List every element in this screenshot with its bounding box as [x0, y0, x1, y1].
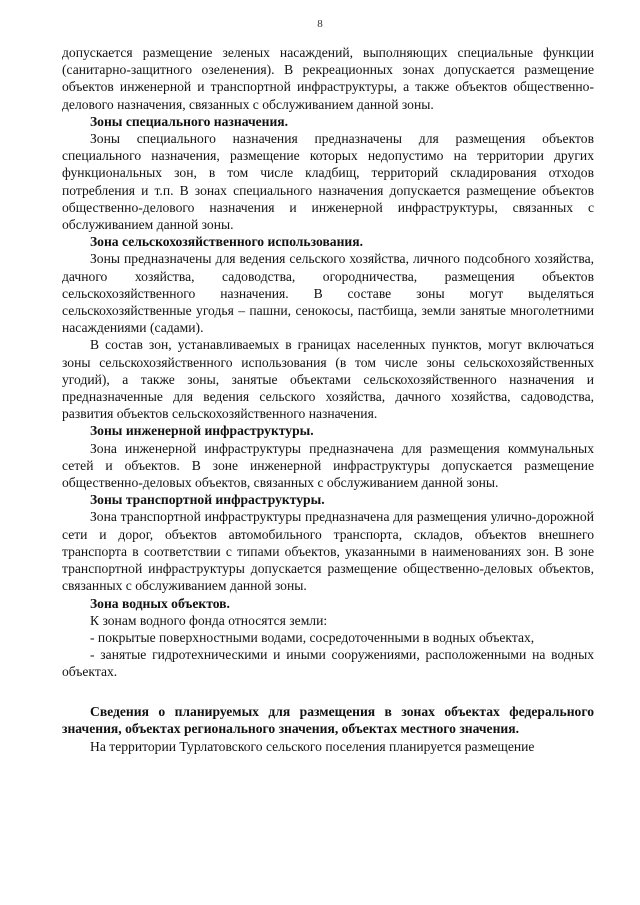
paragraph-agricultural-zone-settlements: В состав зон, устанавливаемых в границах населенных пунктов, могут включаться зоны сельскохозяйственного использования (в том числе зоны сельскохозяйственных угодий), а также зоны, занятые объектами сельскохозяйственного назначения и предназначенные для ведения сельского хозяйства, дачного хозяйства, садоводства, развития объектов сельскохозяйственного назначения. [62, 337, 594, 422]
heading-special-purpose-zones: Зоны специального назначения. [90, 113, 289, 129]
list-item: - покрытые поверхностными водами, сосредоточенными в водных объектах, [90, 629, 535, 645]
paragraph-special-purpose-zones: Зоны специального назначения предназначены для размещения объектов специального назначения, размещение которых недопустимо на территории других функциональных зон, в том числе кладбищ, территорий складирования отходов потребления и т.п. В зонах специального назначения допускается размещение объектов общественно-делового назначения и инженерной инфраструктуры, связанных с обслуживанием данной зоны. [62, 131, 594, 233]
paragraph-transport-infrastructure: Зона транспортной инфраструктуры предназначена для размещения улично-дорожной сети и дорог, объектов автомобильного транспорта, складов, объектов внешнего транспорта в соответствии с типами объектов, указанными в наименованиях зон. В зоне транспортной инфраструктуры допускается размещение общественно-деловых объектов, связанных с обслуживанием данной зоны. [62, 509, 594, 594]
heading-agricultural-zone: Зона сельскохозяйственного использования. [90, 234, 364, 250]
paragraph-recreational-zone-continuation: допускается размещение зеленых насаждений, выполняющих специальные функции (санитарно-защитного озеленения). В рекреационных зонах допускается размещение объектов инженерной и транспортной инфраструктуры, а также объектов общественно-делового назначения, связанных с обслуживанием данной зоны. [62, 45, 594, 112]
list-item: - занятые гидротехническими и иными сооружениями, расположенными на водных объектах. [62, 647, 594, 680]
paragraph-water-fund: К зонам водного фонда относятся земли: [90, 612, 328, 628]
heading-engineering-infrastructure: Зоны инженерной инфраструктуры. [90, 423, 314, 439]
heading-water-objects-zone: Зона водных объектов. [90, 595, 230, 611]
section-heading-planned-objects: Сведения о планируемых для размещения в зонах объектах федерального значения, объектах регионального значения, объектах местного значения. [62, 703, 594, 737]
paragraph-agricultural-zone: Зоны предназначены для ведения сельского хозяйства, личного подсобного хозяйства, дачного хозяйства, садоводства, огородничества, размещения объектов сельскохозяйственного назначения. В составе зоны могут выделяться сельскохозяйственные угодья – пашни, сенокосы, пастбища, земли занятые многолетними насаждениями (садами). [62, 251, 594, 336]
page-number: 8 [317, 18, 323, 30]
paragraph-engineering-infrastructure: Зона инженерной инфраструктуры предназначена для размещения коммунальных сетей и объектов. В зоне инженерной инфраструктуры допускается размещение общественно-деловых объектов, связанных с обслуживанием данной зоны. [62, 440, 594, 491]
heading-transport-infrastructure: Зоны транспортной инфраструктуры. [90, 492, 325, 508]
document-body [62, 44, 594, 755]
paragraph-turlatovo-planned-placement: На территории Турлатовского сельского поселения планируется размещение [90, 738, 535, 754]
